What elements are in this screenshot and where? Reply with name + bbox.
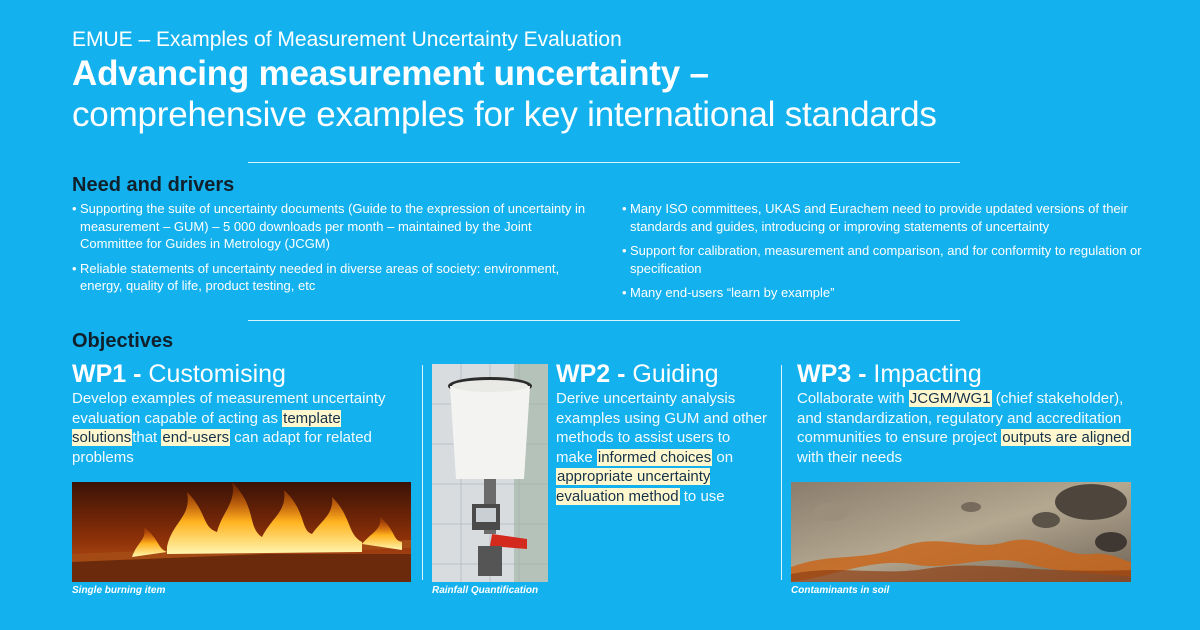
wp1-name: Customising	[148, 360, 286, 388]
wp2-title	[556, 360, 719, 389]
wp2-highlight-method: appropriate uncertainty evaluation method	[556, 468, 711, 505]
wp2-highlight-informed-choices: informed choices	[597, 448, 712, 466]
wp3-text: (chief stakeholder), and standardization, regulatory and accreditation communities to ensure project	[797, 390, 1124, 446]
wp1-highlight-end-users: end-users	[162, 429, 230, 446]
objectives-heading: Objectives	[72, 330, 174, 352]
bullet-icon: •	[622, 285, 627, 300]
wp2-text: Derive uncertainty analysis examples using GUM and other methods to assist users to make	[556, 390, 767, 466]
soil-caption: Contaminants in soil	[791, 585, 890, 596]
wp3-description	[797, 389, 1137, 467]
bullet-text: Reliable statements of uncertainty needed in diverse areas of society: environment, energy, quality of life, product testing, etc	[80, 260, 560, 293]
wp2-name: Guiding	[632, 360, 719, 388]
column-divider-2	[781, 365, 782, 580]
wp2-description	[556, 389, 771, 506]
rain-caption: Rainfall Quantification	[432, 585, 539, 596]
bullet-text: Many ISO committees, UKAS and Eurachem need to provide updated versions of their standards and guides, introducing or improving statements of uncertainty	[630, 201, 1128, 234]
wp3-highlight-outputs: outputs are aligned	[1002, 429, 1130, 446]
wp3-text: with their needs	[797, 448, 903, 466]
wp3-name: Impacting	[873, 360, 982, 388]
bullet-text: Supporting the suite of uncertainty documents (Guide to the expression of uncertainty in measurement – GUM) – 5 000 downloads per month – maintained by the Joint Committee for Guides in Metrology (JCGM)	[80, 201, 586, 251]
bullet-icon: •	[622, 201, 627, 216]
wp3-highlight-jcgm: JCGM/WG1	[909, 390, 991, 407]
wp1-text: that	[132, 429, 158, 446]
list-item	[622, 242, 1152, 277]
wp1-number: WP1 -	[72, 360, 142, 388]
list-item	[72, 260, 592, 295]
headline-regular: comprehensive examples for key international standards	[72, 95, 937, 134]
wp1-highlight-template: template solutions	[72, 409, 341, 446]
need-bullets-right	[622, 200, 1152, 309]
fire-caption: Single burning item	[72, 585, 166, 596]
need-bullets-left	[72, 200, 592, 302]
soil-photo	[791, 482, 1131, 582]
bullet-icon: •	[72, 201, 77, 216]
wp3-title	[797, 360, 982, 389]
rain-gauge-photo	[432, 364, 548, 582]
wp1-title	[72, 360, 286, 389]
divider-middle	[248, 320, 960, 321]
wp3-number: WP3 -	[797, 360, 867, 388]
list-item	[622, 200, 1152, 235]
need-heading: Need and drivers	[72, 174, 235, 196]
headline-bold: Advancing measurement uncertainty –	[72, 54, 709, 93]
divider-top	[248, 162, 960, 163]
column-divider-1	[422, 365, 423, 580]
bullet-icon: •	[622, 243, 627, 258]
bullet-text: Many end-users “learn by example”	[630, 285, 835, 300]
list-item	[622, 284, 1152, 302]
wp3-text: Collaborate with	[797, 390, 905, 407]
wp2-text: to use	[683, 487, 725, 505]
fire-photo	[72, 482, 411, 582]
bullet-text: Support for calibration, measurement and comparison, and for conformity to regulation or specification	[630, 243, 1142, 276]
kicker-title: EMUE – Examples of Measurement Uncertainty Evaluation	[72, 28, 622, 51]
wp2-number: WP2 -	[556, 360, 626, 388]
wp1-description	[72, 389, 422, 467]
list-item	[72, 200, 592, 253]
wp1-text: Develop examples of measurement uncertainty evaluation capable of acting as	[72, 390, 386, 427]
wp2-text: on	[716, 448, 734, 466]
bullet-icon: •	[72, 260, 77, 276]
wp1-text: can adapt for related problems	[72, 429, 372, 466]
